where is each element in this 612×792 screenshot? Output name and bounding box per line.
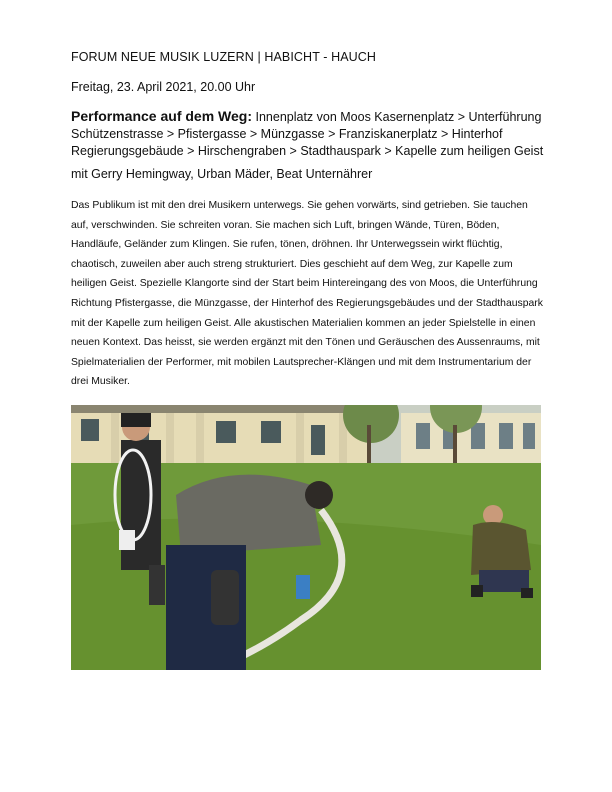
performance-lead: Performance auf dem Weg: — [71, 108, 253, 124]
description-paragraph: Das Publikum ist mit den drei Musikern unterwegs. Sie gehen vorwärts, sind getrieben. Sie tauchen auf, verschwinden. Sie schreiten voran. Sie machen sich Luft, bringen Wände, Türen, Böden, Handläufe, Geländer zum Klingen. Sie rufen, tönen, dröhnen. Ihr Unterwegssein wirkt flüchtig, chaotisch, zuweilen aber auch streng strukturiert. Dies geschieht auf dem Weg, zur Kapelle zum heiligen Geist. Spezielle Klangorte sind der Start beim Hintereingang des von Moos, die Unterführung Richtung Pfistergasse, die Münzgasse, der Hinterhof des Regierungsgebäudes und der Stadthauspark mit der Kapelle zum heiligen Geist. Alle akustischen Materialien kommen an jeder Spielstelle in einen neuen Kontext. Das heisst, sie werden ergänzt mit den Tönen und Geräuschen des Aussenraums, mit Spielmaterialien der Performer, mit mobilen Lautsprecher-Klängen und mit dem Instrumentarium der drei Musiker. — [71, 200, 543, 388]
performer-credits: mit Gerry Hemingway, Urban Mäder, Beat Unternährer — [71, 167, 373, 181]
description-text — [71, 196, 546, 392]
event-header: FORUM NEUE MUSIK LUZERN | HABICHT - HAUCH — [71, 50, 377, 64]
performance-route — [71, 108, 551, 160]
photo-illustration — [71, 405, 541, 670]
performance-photo — [71, 405, 541, 670]
route-text: Innenplatz von Moos Kasernenplatz > Unterführung Schützenstrasse > Pfistergasse > Münzgasse > Franziskanerplatz > Hinterhof Regierungsgebäude > Hirschengraben > Stadthauspark > Kapelle zum heiligen Geist — [71, 110, 544, 158]
event-date: Freitag, 23. April 2021, 20.00 Uhr — [71, 80, 256, 94]
